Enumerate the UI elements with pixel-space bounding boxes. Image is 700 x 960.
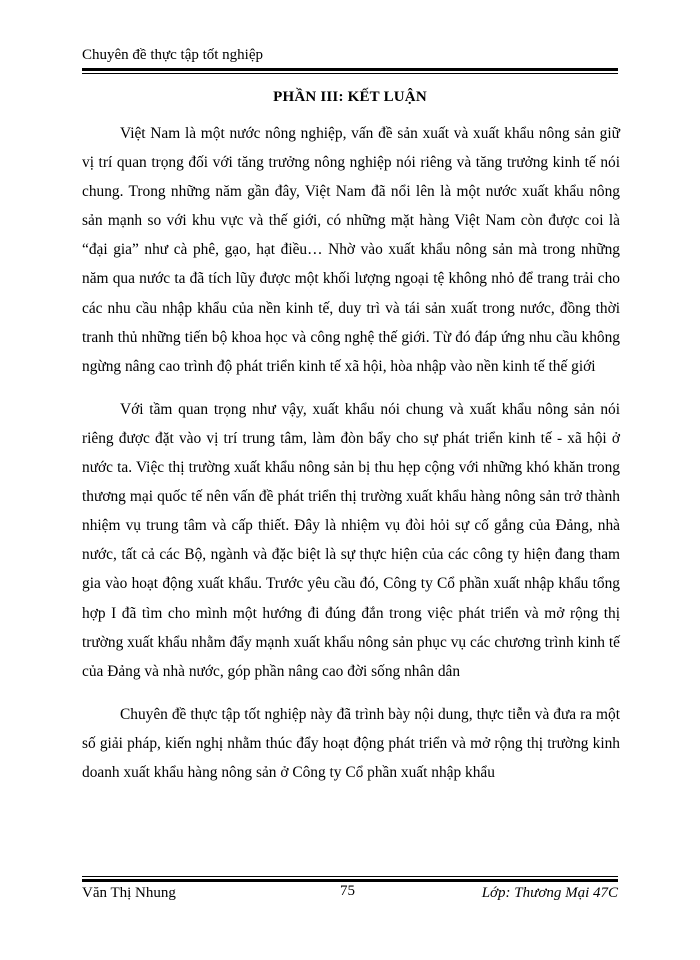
paragraph-3: Chuyên đề thực tập tốt nghiệp này đã trình bày nội dung, thực tiễn và đưa ra một số giải pháp, kiến nghị nhằm thúc đẩy hoạt động phát triển và mở rộng thị trường kinh doanh xuất khẩu hàng nông sản ở Công ty Cổ phần xuất nhập khẩu <box>82 705 620 781</box>
paragraph-2: Với tầm quan trọng như vậy, xuất khẩu nói chung và xuất khẩu nông sản nói riêng được đặt vào vị trí trung tâm, làm đòn bẩy cho sự phát triển kinh tế - xã hội ở nước ta. Việc thị trường xuất khẩu nông sản bị thu hẹp cộng với những khó khăn trong thương mại quốc tế nên vấn đề phát triển thị trường xuất khẩu hàng nông sản trở thành nhiệm vụ trung tâm và cấp thiết. Đây là nhiệm vụ đòi hỏi sự cố gắng của Đảng, nhà nước, tất cả các Bộ, ngành và đặc biệt là sự thực hiện của các công ty hiện đang tham gia vào hoạt động xuất khẩu. Trước yêu cầu đó, Công ty Cổ phần xuất nhập khẩu tổng hợp I đã tìm cho mình một hướng đi đúng đắn trong việc phát triển và mở rộng thị trường xuất khẩu nhằm đẩy mạnh xuất khẩu nông sản phục vụ các chương trình kinh tế của Đảng và nhà nước, góp phần nâng cao đời sống nhân dân <box>82 400 620 680</box>
footer-author: Văn Thị Nhung <box>82 885 176 901</box>
paragraph-1: Việt Nam là một nước nông nghiệp, vấn đề sản xuất và xuất khẩu nông sản giữ vị trí quan trọng đối với tăng trưởng nông nghiệp nói riêng và tăng trưởng kinh tế nói chung. Trong những năm gần đây, Việt Nam đã nổi lên là một nước xuất khẩu nông sản mạnh so với khu vực và thế giới, có những mặt hàng Việt Nam còn được coi là “đại gia” như cà phê, gạo, hạt điều… Nhờ vào xuất khẩu nông sản mà trong những năm qua nước ta đã tích lũy được một khối lượng ngoại tệ không nhỏ để trang trải cho các nhu cầu nhập khẩu của nền kinh tế, duy trì và tái sản xuất trong nước, đồng thời tranh thủ những tiến bộ khoa học và công nghệ thế giới. Từ đó đáp ứng nhu cầu không ngừng nâng cao trình độ phát triển kinh tế xã hội, hòa nhập vào nền kinh tế thế giới <box>82 125 620 375</box>
footer-divider <box>82 879 618 882</box>
header-divider-thin <box>82 73 618 74</box>
footer-divider-thin <box>82 876 618 877</box>
section-title: PHẦN III: KẾT LUẬN <box>273 89 427 105</box>
page-number: 75 <box>340 883 355 899</box>
footer-class: Lớp: Thương Mại 47C <box>481 885 618 901</box>
page-header: Chuyên đề thực tập tốt nghiệp <box>82 47 264 63</box>
header-divider <box>82 68 618 71</box>
document-body <box>82 119 620 801</box>
